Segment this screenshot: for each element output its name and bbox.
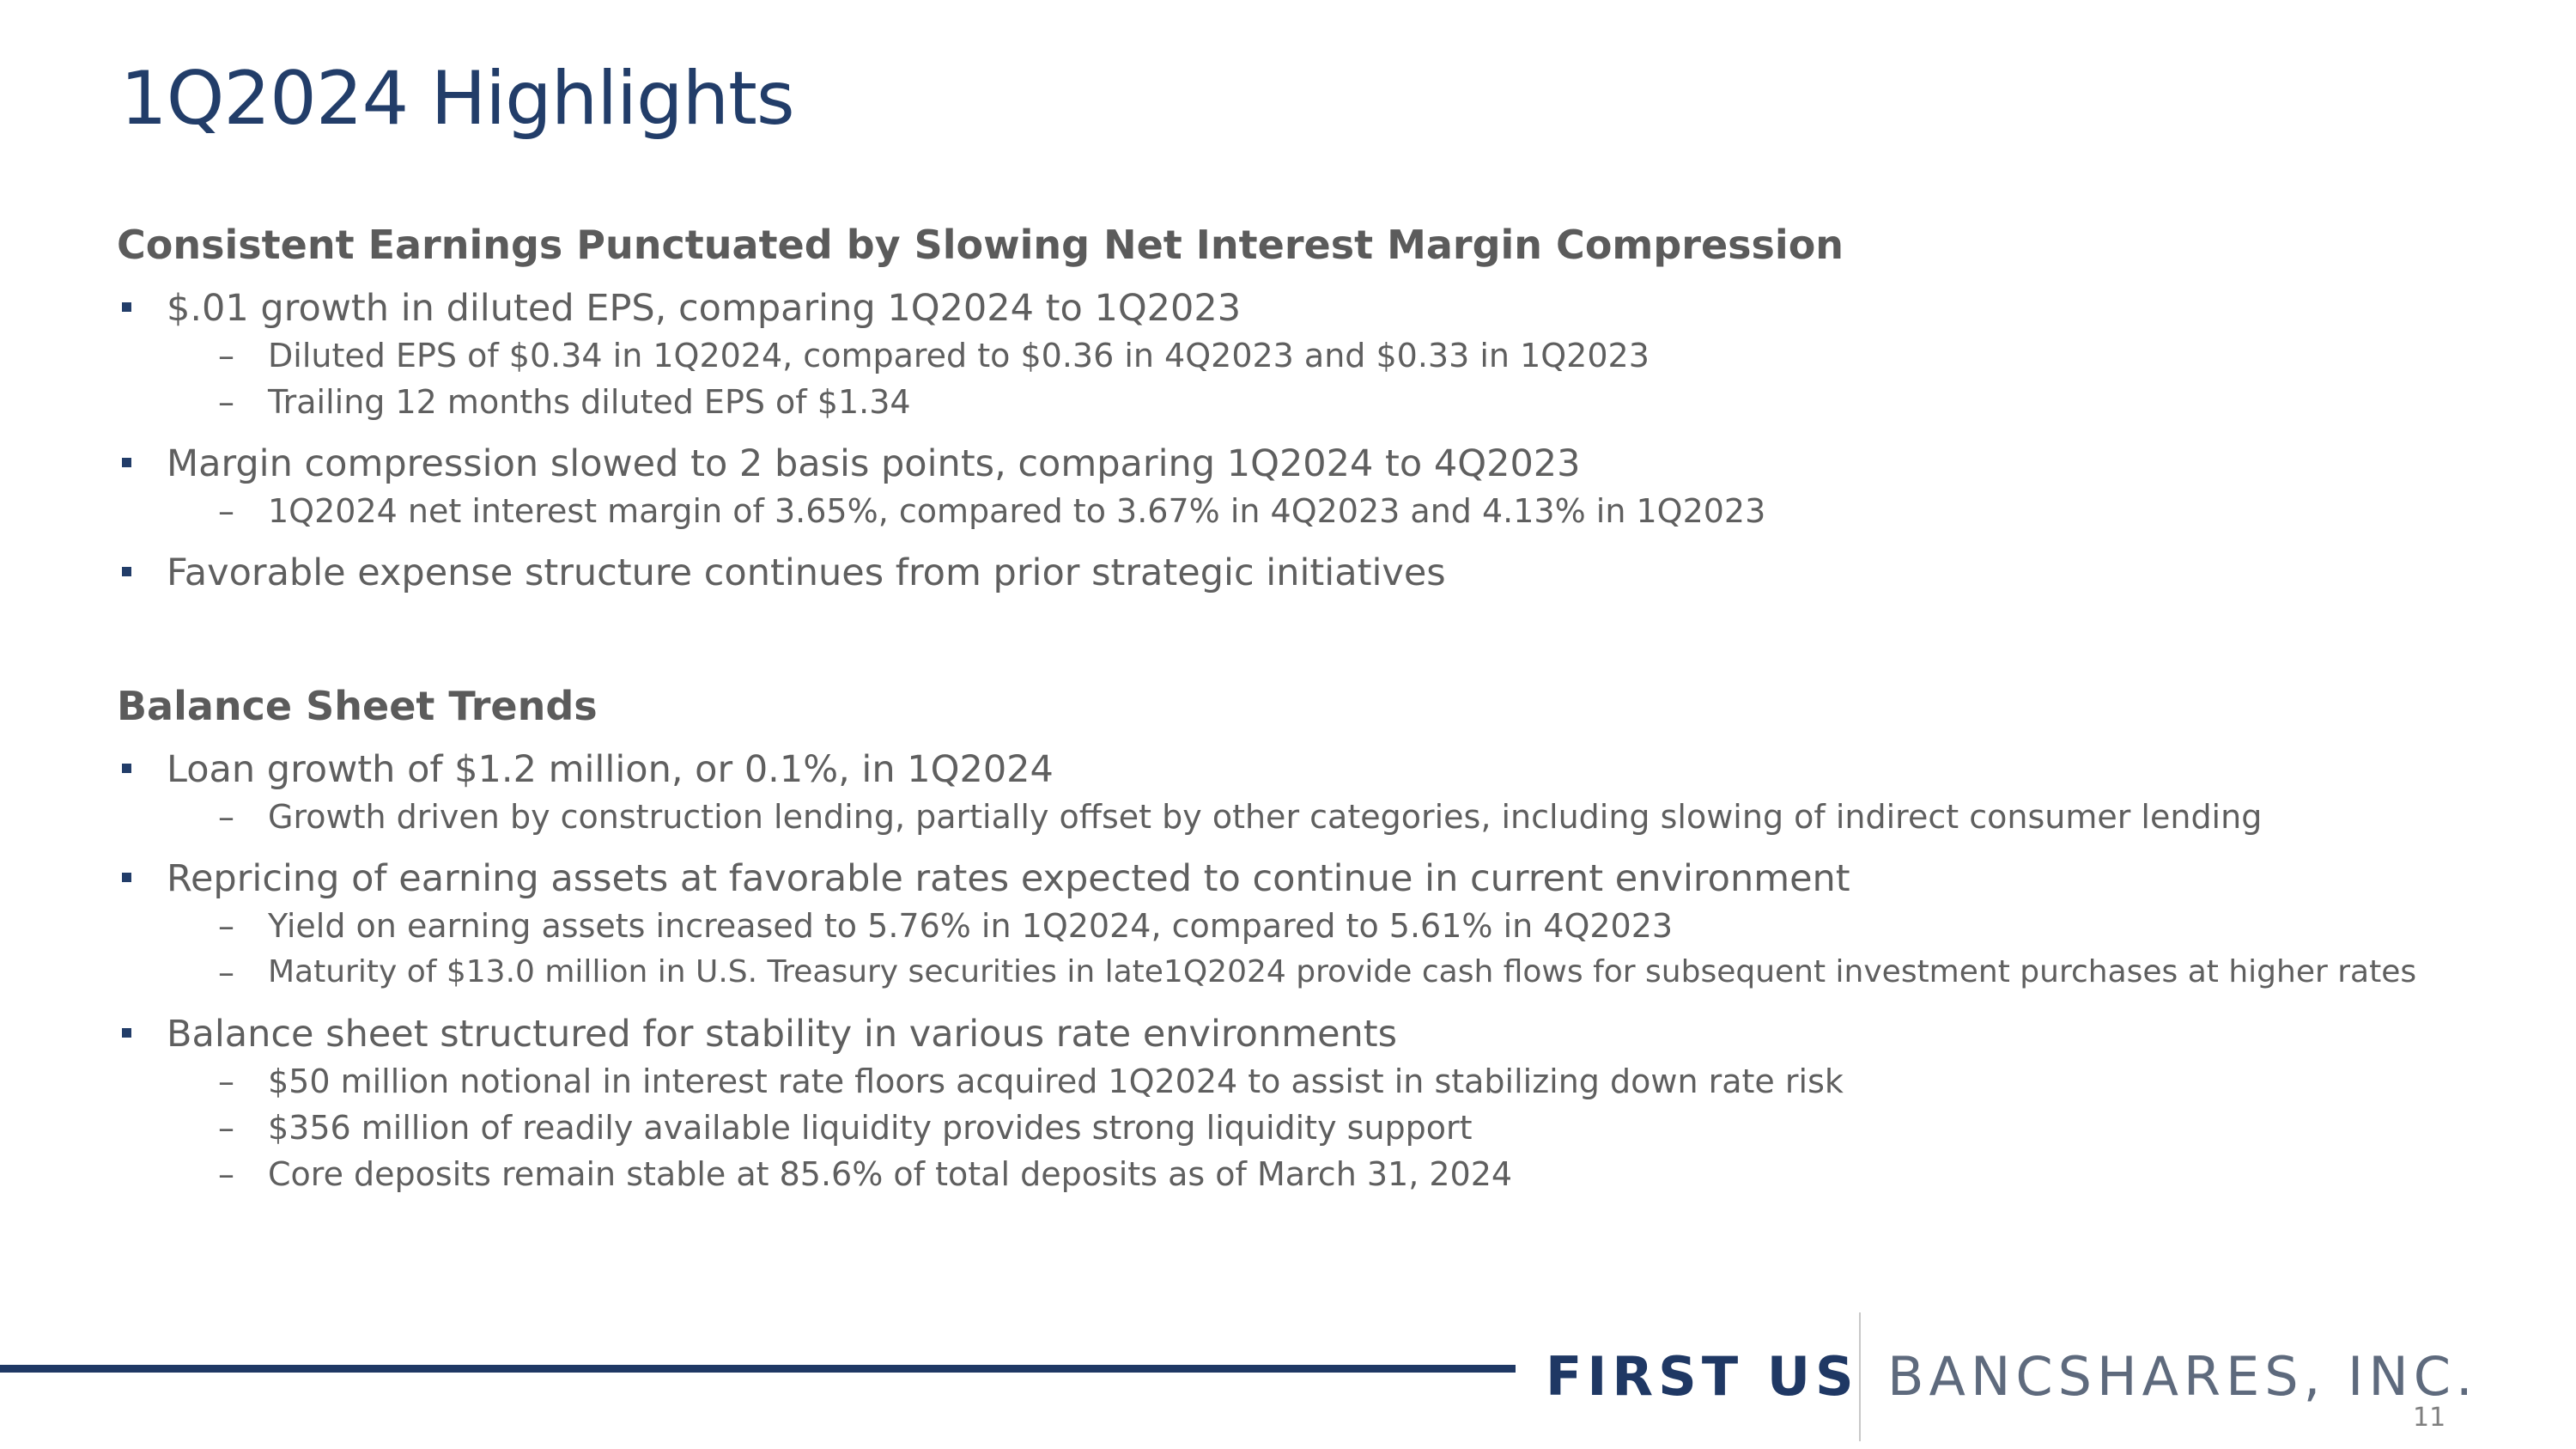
sub-bullet-list [117,794,2504,840]
bullet-list [117,746,2504,1197]
sub-list-item [117,794,2504,840]
list-item [117,549,2504,597]
bullet-text: Margin compression slowed to 2 basis points, comparing 1Q2024 to 4Q2023 [167,442,1581,485]
square-bullet-icon [122,873,131,882]
dash-bullet-icon: – [218,383,234,421]
sub-bullet-text: Maturity of $13.0 million in U.S. Treasury securities in late1Q2024 provide cash flows for subsequent investment purchases at higher rates [268,954,2417,989]
square-bullet-icon [122,1028,131,1038]
dash-bullet-icon: – [218,492,234,530]
sub-bullet-text: Core deposits remain stable at 85.6% of total deposits as of March 31, 2024 [268,1155,1513,1193]
sub-bullet-text: 1Q2024 net interest margin of 3.65%, compared to 3.67% in 4Q2023 and 4.13% in 1Q2023 [268,492,1766,530]
sub-bullet-list [117,332,2504,425]
list-item [117,855,2504,995]
sub-list-item [117,332,2504,379]
bullet-text: Balance sheet structured for stability in various rate environments [167,1013,1398,1056]
section-earnings [117,217,2504,612]
sub-list-item [117,949,2504,995]
dash-bullet-icon: – [218,953,234,991]
square-bullet-icon [122,302,131,312]
sub-bullet-list [117,488,2504,534]
page-number: 11 [2413,1403,2446,1433]
list-item [117,284,2504,425]
bullet-text: Repricing of earning assets at favorable rates expected to continue in current environment [167,857,1850,900]
square-bullet-icon [122,567,131,576]
list-item [117,746,2504,840]
section-heading: Balance Sheet Trends [117,683,598,729]
sub-list-item [117,1151,2504,1197]
sub-bullet-list [117,903,2504,995]
list-item [117,440,2504,534]
bullet-text: Loan growth of $1.2 million, or 0.1%, in 1Q2024 [167,748,1054,791]
sub-bullet-text: $356 million of readily available liquidity provides strong liquidity support [268,1109,1473,1147]
square-bullet-icon [122,458,131,467]
sub-list-item [117,1058,2504,1105]
dash-bullet-icon: – [218,1062,234,1100]
bullet-list [117,284,2504,597]
sub-list-item [117,903,2504,949]
section-balance-sheet [117,679,2504,1212]
dash-bullet-icon: – [218,1109,234,1147]
list-item [117,1010,2504,1197]
dash-bullet-icon: – [218,907,234,945]
dash-bullet-icon: – [218,1155,234,1193]
page-title: 1Q2024 Highlights [120,56,794,142]
logo-divider [1859,1312,1861,1441]
sub-list-item [117,1105,2504,1151]
dash-bullet-icon: – [218,798,234,836]
sub-bullet-list [117,1058,2504,1197]
logo-bancshares: BANCSHARES, INC. [1887,1345,2478,1408]
bullet-text: Favorable expense structure continues from prior strategic initiatives [167,551,1446,594]
bullet-text: $.01 growth in diluted EPS, comparing 1Q2024 to 1Q2023 [167,287,1242,330]
logo-first-us: FIRST US [1546,1345,1859,1408]
footer-divider [0,1365,1516,1373]
sub-bullet-text: Yield on earning assets increased to 5.76% in 1Q2024, compared to 5.61% in 4Q2023 [268,907,1674,945]
sub-bullet-text: Diluted EPS of $0.34 in 1Q2024, compared to $0.36 in 4Q2023 and $0.33 in 1Q2023 [268,337,1649,374]
dash-bullet-icon: – [218,337,234,374]
company-logo [1546,1312,2516,1441]
square-bullet-icon [122,764,131,773]
section-heading: Consistent Earnings Punctuated by Slowing Net Interest Margin Compression [117,222,1844,268]
sub-list-item [117,488,2504,534]
sub-list-item [117,379,2504,425]
sub-bullet-text: $50 million notional in interest rate floors acquired 1Q2024 to assist in stabilizing down rate risk [268,1062,1844,1100]
sub-bullet-text: Trailing 12 months diluted EPS of $1.34 [268,383,911,421]
sub-bullet-text: Growth driven by construction lending, partially offset by other categories, including slowing of indirect consumer lending [268,798,2263,836]
